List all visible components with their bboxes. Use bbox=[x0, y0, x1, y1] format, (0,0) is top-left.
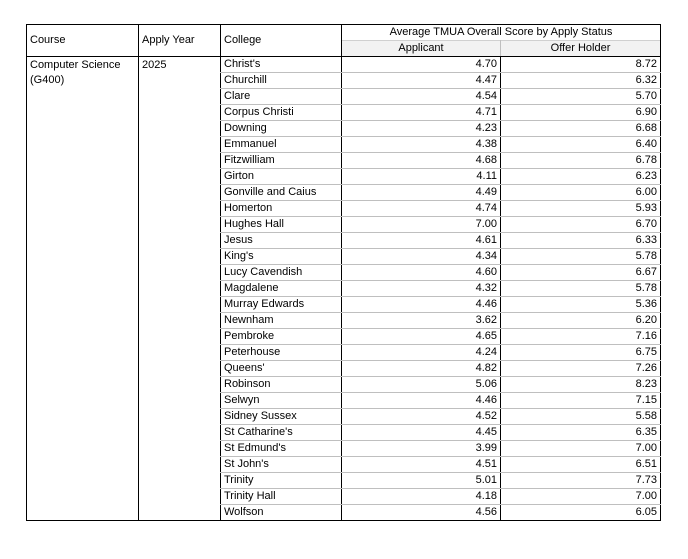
college-cell: Sidney Sussex bbox=[221, 409, 342, 425]
applicant-score-cell: 4.32 bbox=[342, 281, 501, 297]
offer-holder-score-cell: 5.70 bbox=[501, 89, 661, 105]
applicant-score-cell: 4.45 bbox=[342, 425, 501, 441]
college-cell: Wolfson bbox=[221, 505, 342, 521]
offer-holder-column-header: Offer Holder bbox=[501, 41, 661, 57]
applicant-score-cell: 7.00 bbox=[342, 217, 501, 233]
offer-holder-score-cell: 6.35 bbox=[501, 425, 661, 441]
college-cell: Trinity Hall bbox=[221, 489, 342, 505]
applicant-score-cell: 4.51 bbox=[342, 457, 501, 473]
college-cell: Fitzwilliam bbox=[221, 153, 342, 169]
offer-holder-score-cell: 8.72 bbox=[501, 57, 661, 73]
applicant-score-cell: 4.11 bbox=[342, 169, 501, 185]
applicant-score-cell: 4.82 bbox=[342, 361, 501, 377]
applicant-score-cell: 4.52 bbox=[342, 409, 501, 425]
applicant-score-cell: 4.38 bbox=[342, 137, 501, 153]
college-cell: Hughes Hall bbox=[221, 217, 342, 233]
applicant-score-cell: 3.99 bbox=[342, 441, 501, 457]
header-row-1 bbox=[27, 25, 661, 41]
applicant-column-header: Applicant bbox=[342, 41, 501, 57]
course-column-header: Course bbox=[27, 25, 139, 57]
college-cell: Churchill bbox=[221, 73, 342, 89]
offer-holder-score-cell: 6.32 bbox=[501, 73, 661, 89]
table-row bbox=[27, 57, 661, 73]
table-body bbox=[27, 25, 661, 521]
offer-holder-score-cell: 7.00 bbox=[501, 489, 661, 505]
offer-holder-score-cell: 6.05 bbox=[501, 505, 661, 521]
course-code: (G400) bbox=[30, 74, 65, 86]
applicant-score-cell: 4.74 bbox=[342, 201, 501, 217]
college-cell: Girton bbox=[221, 169, 342, 185]
college-cell: Corpus Christi bbox=[221, 105, 342, 121]
offer-holder-score-cell: 6.23 bbox=[501, 169, 661, 185]
offer-holder-score-cell: 7.15 bbox=[501, 393, 661, 409]
offer-holder-score-cell: 6.90 bbox=[501, 105, 661, 121]
applicant-score-cell: 4.24 bbox=[342, 345, 501, 361]
college-cell: St Edmund's bbox=[221, 441, 342, 457]
college-cell: Downing bbox=[221, 121, 342, 137]
offer-holder-score-cell: 6.70 bbox=[501, 217, 661, 233]
applicant-score-cell: 4.47 bbox=[342, 73, 501, 89]
applicant-score-cell: 4.56 bbox=[342, 505, 501, 521]
offer-holder-score-cell: 6.68 bbox=[501, 121, 661, 137]
score-group-header: Average TMUA Overall Score by Apply Status bbox=[342, 25, 661, 41]
offer-holder-score-cell: 5.78 bbox=[501, 281, 661, 297]
offer-holder-score-cell: 7.16 bbox=[501, 329, 661, 345]
college-cell: Homerton bbox=[221, 201, 342, 217]
applicant-score-cell: 5.06 bbox=[342, 377, 501, 393]
offer-holder-score-cell: 6.33 bbox=[501, 233, 661, 249]
offer-holder-score-cell: 5.36 bbox=[501, 297, 661, 313]
offer-holder-score-cell: 6.00 bbox=[501, 185, 661, 201]
college-cell: Newnham bbox=[221, 313, 342, 329]
course-cell bbox=[27, 57, 139, 521]
offer-holder-score-cell: 8.23 bbox=[501, 377, 661, 393]
offer-holder-score-cell: 5.78 bbox=[501, 249, 661, 265]
college-cell: Queens' bbox=[221, 361, 342, 377]
offer-holder-score-cell: 7.26 bbox=[501, 361, 661, 377]
offer-holder-score-cell: 6.78 bbox=[501, 153, 661, 169]
college-cell: Gonville and Caius bbox=[221, 185, 342, 201]
college-cell: King's bbox=[221, 249, 342, 265]
applicant-score-cell: 4.71 bbox=[342, 105, 501, 121]
applicant-score-cell: 4.68 bbox=[342, 153, 501, 169]
college-cell: Magdalene bbox=[221, 281, 342, 297]
tmua-score-table bbox=[26, 24, 661, 521]
applicant-score-cell: 4.65 bbox=[342, 329, 501, 345]
offer-holder-score-cell: 6.51 bbox=[501, 457, 661, 473]
college-cell: Peterhouse bbox=[221, 345, 342, 361]
college-cell: St John's bbox=[221, 457, 342, 473]
applicant-score-cell: 4.61 bbox=[342, 233, 501, 249]
offer-holder-score-cell: 6.40 bbox=[501, 137, 661, 153]
offer-holder-score-cell: 6.75 bbox=[501, 345, 661, 361]
college-cell: Emmanuel bbox=[221, 137, 342, 153]
offer-holder-score-cell: 5.58 bbox=[501, 409, 661, 425]
college-cell: St Catharine's bbox=[221, 425, 342, 441]
applicant-score-cell: 4.60 bbox=[342, 265, 501, 281]
apply-year-column-header: Apply Year bbox=[139, 25, 221, 57]
college-cell: Lucy Cavendish bbox=[221, 265, 342, 281]
applicant-score-cell: 4.49 bbox=[342, 185, 501, 201]
applicant-score-cell: 4.70 bbox=[342, 57, 501, 73]
college-cell: Christ's bbox=[221, 57, 342, 73]
applicant-score-cell: 4.54 bbox=[342, 89, 501, 105]
offer-holder-score-cell: 7.00 bbox=[501, 441, 661, 457]
applicant-score-cell: 5.01 bbox=[342, 473, 501, 489]
applicant-score-cell: 4.46 bbox=[342, 393, 501, 409]
offer-holder-score-cell: 6.67 bbox=[501, 265, 661, 281]
college-cell: Pembroke bbox=[221, 329, 342, 345]
applicant-score-cell: 4.46 bbox=[342, 297, 501, 313]
offer-holder-score-cell: 5.93 bbox=[501, 201, 661, 217]
applicant-score-cell: 3.62 bbox=[342, 313, 501, 329]
college-cell: Jesus bbox=[221, 233, 342, 249]
college-cell: Clare bbox=[221, 89, 342, 105]
offer-holder-score-cell: 6.20 bbox=[501, 313, 661, 329]
college-column-header: College bbox=[221, 25, 342, 57]
apply-year-cell: 2025 bbox=[139, 57, 221, 521]
applicant-score-cell: 4.34 bbox=[342, 249, 501, 265]
college-cell: Selwyn bbox=[221, 393, 342, 409]
college-cell: Trinity bbox=[221, 473, 342, 489]
college-cell: Murray Edwards bbox=[221, 297, 342, 313]
applicant-score-cell: 4.18 bbox=[342, 489, 501, 505]
offer-holder-score-cell: 7.73 bbox=[501, 473, 661, 489]
applicant-score-cell: 4.23 bbox=[342, 121, 501, 137]
college-cell: Robinson bbox=[221, 377, 342, 393]
course-name: Computer Science bbox=[30, 59, 121, 71]
